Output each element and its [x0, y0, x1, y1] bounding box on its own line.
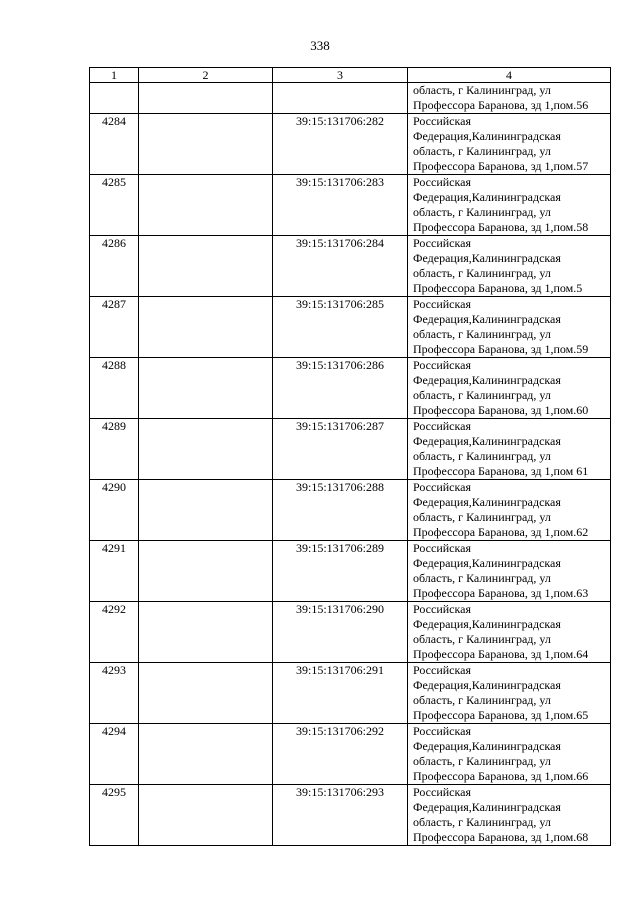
row-number-cell: 4290: [90, 480, 139, 541]
table-row: [90, 480, 611, 541]
address-cell: [408, 602, 611, 663]
table-row: [90, 724, 611, 785]
address-line: область, г Калининград, ул: [413, 632, 551, 646]
cadastral-number-cell: 39:15:131706:289: [273, 541, 408, 602]
table-body: [90, 83, 611, 846]
row-number-cell: 4284: [90, 114, 139, 175]
address-line: Российская: [413, 724, 471, 738]
table-row: [90, 602, 611, 663]
table-row: [90, 419, 611, 480]
address-line: Профессора Баранова, зд 1,пом.56: [413, 98, 589, 112]
address-line: Российская: [413, 358, 471, 372]
row-number-cell: 4291: [90, 541, 139, 602]
address-line: область, г Калининград, ул: [413, 83, 551, 97]
cadastral-number-cell: 39:15:131706:293: [273, 785, 408, 846]
address-line: Профессора Баранова, зд 1,пом.5: [413, 281, 583, 295]
row-number-cell: 4295: [90, 785, 139, 846]
registry-table: [89, 67, 611, 846]
cadastral-number-cell: 39:15:131706:290: [273, 602, 408, 663]
address-line: Профессора Баранова, зд 1,пом.60: [413, 403, 589, 417]
table-row: [90, 236, 611, 297]
address-cell: [408, 236, 611, 297]
address-cell: [408, 297, 611, 358]
column-header-3: 3: [273, 68, 408, 83]
address-line: Профессора Баранова, зд 1,пом.58: [413, 220, 589, 234]
column-header-2: 2: [139, 68, 273, 83]
address-line: Профессора Баранова, зд 1,пом.63: [413, 586, 589, 600]
row-number-cell: [90, 83, 139, 114]
column-2-cell: [139, 175, 273, 236]
address-line: Российская: [413, 419, 471, 433]
column-2-cell: [139, 602, 273, 663]
table-row: [90, 541, 611, 602]
cadastral-number-cell: 39:15:131706:287: [273, 419, 408, 480]
column-2-cell: [139, 724, 273, 785]
row-number-cell: 4287: [90, 297, 139, 358]
address-line: Профессора Баранова, зд 1,пом.64: [413, 647, 589, 661]
address-line: Федерация,Калининградская: [413, 678, 561, 692]
address-line: область, г Калининград, ул: [413, 754, 551, 768]
cadastral-number-cell: 39:15:131706:282: [273, 114, 408, 175]
row-number-cell: 4285: [90, 175, 139, 236]
table-row: [90, 785, 611, 846]
address-line: Профессора Баранова, зд 1,пом.68: [413, 830, 589, 844]
column-2-cell: [139, 480, 273, 541]
address-line: Российская: [413, 663, 471, 677]
address-cell: [408, 175, 611, 236]
address-line: Федерация,Калининградская: [413, 800, 561, 814]
table-row: [90, 175, 611, 236]
row-number-cell: 4292: [90, 602, 139, 663]
address-line: область, г Калининград, ул: [413, 205, 551, 219]
address-line: Профессора Баранова, зд 1,пом.59: [413, 342, 589, 356]
address-line: Российская: [413, 602, 471, 616]
address-line: Федерация,Калининградская: [413, 434, 561, 448]
address-line: область, г Калининград, ул: [413, 388, 551, 402]
address-line: Профессора Баранова, зд 1,пом.65: [413, 708, 589, 722]
address-line: Российская: [413, 236, 471, 250]
row-number-cell: 4289: [90, 419, 139, 480]
address-cell: [408, 358, 611, 419]
row-number-cell: 4293: [90, 663, 139, 724]
column-header-4: 4: [408, 68, 611, 83]
address-line: Российская: [413, 114, 471, 128]
address-line: Профессора Баранова, зд 1,пом.62: [413, 525, 589, 539]
address-cell: [408, 785, 611, 846]
table-row: [90, 114, 611, 175]
column-2-cell: [139, 236, 273, 297]
address-line: Российская: [413, 785, 471, 799]
address-cell: [408, 480, 611, 541]
address-cell: [408, 724, 611, 785]
table-row: [90, 663, 611, 724]
column-2-cell: [139, 785, 273, 846]
address-line: область, г Калининград, ул: [413, 266, 551, 280]
address-line: Федерация,Калининградская: [413, 129, 561, 143]
page-number: 338: [310, 38, 330, 53]
column-2-cell: [139, 358, 273, 419]
address-cell: [408, 83, 611, 114]
address-line: Федерация,Калининградская: [413, 739, 561, 753]
address-line: Федерация,Калининградская: [413, 495, 561, 509]
address-cell: [408, 663, 611, 724]
address-line: Федерация,Калининградская: [413, 312, 561, 326]
address-line: область, г Калининград, ул: [413, 693, 551, 707]
address-line: область, г Калининград, ул: [413, 510, 551, 524]
cadastral-number-cell: 39:15:131706:291: [273, 663, 408, 724]
address-line: Российская: [413, 480, 471, 494]
table-header-row: [90, 68, 611, 83]
address-line: область, г Калининград, ул: [413, 815, 551, 829]
address-line: Российская: [413, 175, 471, 189]
address-line: область, г Калининград, ул: [413, 449, 551, 463]
column-2-cell: [139, 114, 273, 175]
cadastral-number-cell: 39:15:131706:284: [273, 236, 408, 297]
address-line: Федерация,Калининградская: [413, 617, 561, 631]
column-2-cell: [139, 419, 273, 480]
column-2-cell: [139, 83, 273, 114]
address-line: Профессора Баранова, зд 1,пом.66: [413, 769, 589, 783]
address-line: Профессора Баранова, зд 1,пом 61: [413, 464, 589, 478]
row-number-cell: 4288: [90, 358, 139, 419]
address-line: Федерация,Калининградская: [413, 373, 561, 387]
column-2-cell: [139, 297, 273, 358]
cadastral-number-cell: 39:15:131706:283: [273, 175, 408, 236]
cadastral-number-cell: 39:15:131706:292: [273, 724, 408, 785]
address-line: область, г Калининград, ул: [413, 327, 551, 341]
address-cell: [408, 419, 611, 480]
address-cell: [408, 541, 611, 602]
column-2-cell: [139, 663, 273, 724]
address-line: Российская: [413, 541, 471, 555]
address-line: Федерация,Калининградская: [413, 190, 561, 204]
address-line: область, г Калининград, ул: [413, 571, 551, 585]
address-line: Федерация,Калининградская: [413, 251, 561, 265]
table-row: [90, 297, 611, 358]
column-2-cell: [139, 541, 273, 602]
cadastral-number-cell: 39:15:131706:286: [273, 358, 408, 419]
cadastral-number-cell: 39:15:131706:285: [273, 297, 408, 358]
address-line: область, г Калининград, ул: [413, 144, 551, 158]
address-line: Российская: [413, 297, 471, 311]
cadastral-number-cell: 39:15:131706:288: [273, 480, 408, 541]
address-line: Федерация,Калининградская: [413, 556, 561, 570]
column-header-1: 1: [90, 68, 139, 83]
row-number-cell: 4294: [90, 724, 139, 785]
cadastral-number-cell: [273, 83, 408, 114]
address-line: Профессора Баранова, зд 1,пом.57: [413, 159, 589, 173]
table-row-continuation: [90, 83, 611, 114]
table-row: [90, 358, 611, 419]
row-number-cell: 4286: [90, 236, 139, 297]
address-cell: [408, 114, 611, 175]
